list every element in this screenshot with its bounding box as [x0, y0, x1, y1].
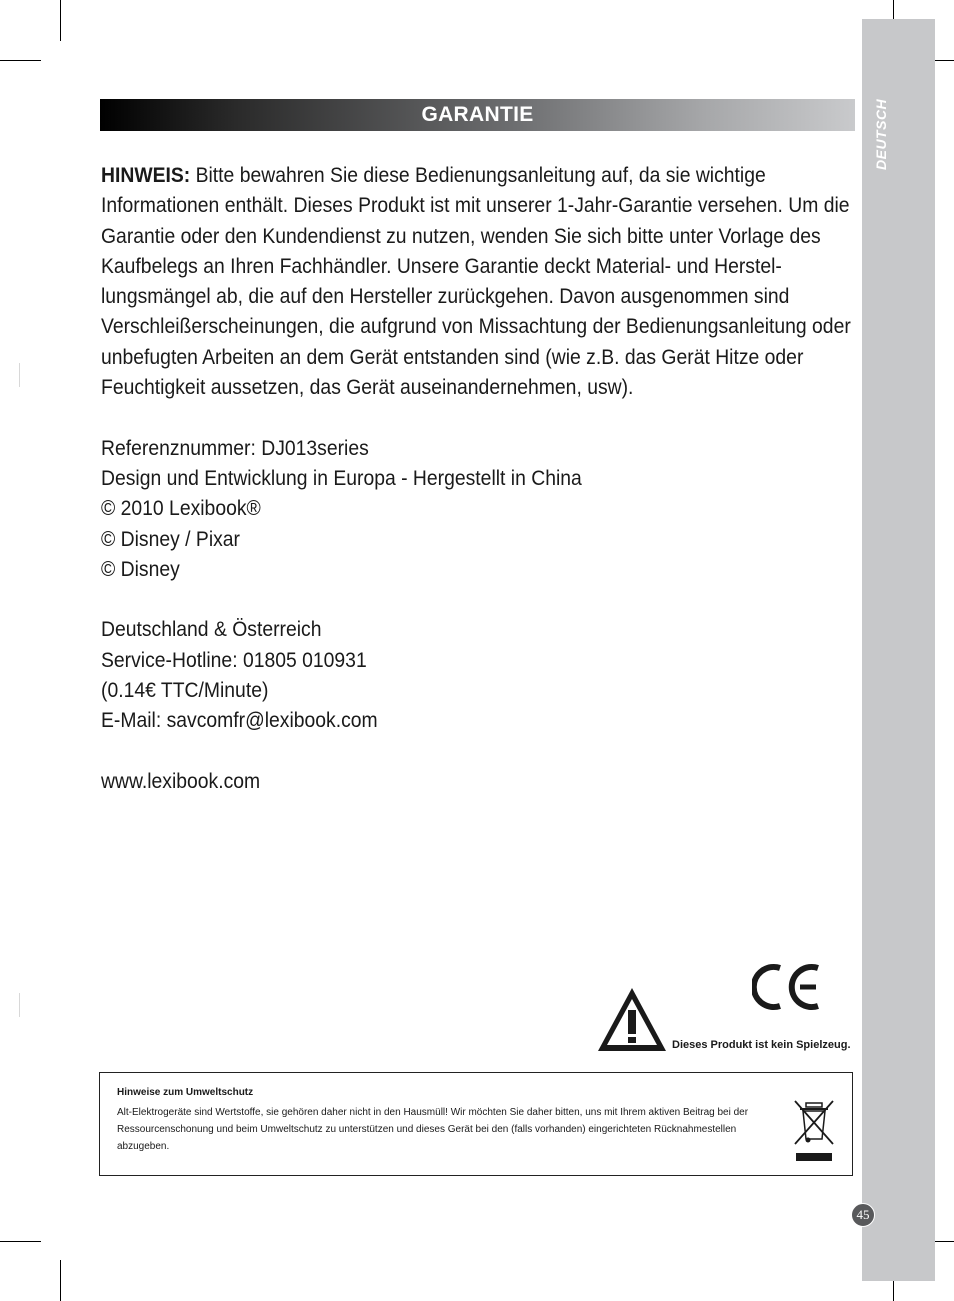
contact-region: Deutschland & Österreich: [101, 617, 322, 642]
section-title-bar: [100, 99, 855, 131]
crop-mark: [60, 1260, 61, 1301]
crop-mark: [0, 1241, 41, 1242]
section-title: GARANTIE: [421, 103, 534, 126]
copyright-disney: © Disney: [101, 556, 180, 581]
hotline-rate: (0.14€ TTC/Minute): [101, 678, 269, 703]
crossed-bin-icon: [792, 1097, 836, 1163]
language-sidebar: [862, 19, 935, 1281]
crop-mark: [0, 60, 41, 61]
environment-title: Hinweise zum Umweltschutz: [117, 1087, 254, 1098]
website-link[interactable]: www.lexibook.com: [101, 768, 261, 793]
copyright-disney-pixar: © Disney / Pixar: [101, 526, 240, 551]
notice-label: HINWEIS:: [101, 163, 191, 187]
contact-email: E-Mail: savcomfr@lexibook.com: [101, 708, 378, 733]
registration-mark: [19, 363, 20, 387]
crop-mark: [60, 0, 61, 41]
registration-mark: [19, 993, 20, 1017]
service-hotline: Service-Hotline: 01805 010931: [101, 647, 367, 672]
page-number: 45: [851, 1203, 875, 1227]
main-text: [101, 160, 857, 796]
warning-icon: [596, 985, 668, 1053]
environment-notice: [99, 1072, 853, 1176]
notice-paragraph: [101, 160, 857, 402]
ce-mark-icon: [752, 962, 824, 1012]
reference-number: Referenznummer: DJ013series: [101, 435, 369, 460]
copyright-lexibook: © 2010 Lexibook®: [101, 496, 261, 521]
notice-text: Bitte bewahren Sie diese Bedienungsanleitung auf, da sie wichtige Informationen enthält. Dieses Produkt ist mit unserer 1-Jahr-Garantie versehen. Um die Garantie oder den Kundendienst zu nutzen, wenden Sie sich bitte unter Vorlage des Kaufbelegs an Ihren Fachhändler. Unsere Garantie deckt Material- und Herstel-lungsmängel ab, die auf den Hersteller zurückgehen. Davon ausgenommen sind Verschleißerscheinungen, die aufgrund von Missachtung der Bedienungsanleitung oder unbefugten Arbeiten an dem Gerät entstanden sind (wie z.B. das Gerät Hitze oder Feuchtigkeit aussetzen, das Gerät auseinandernehmen, usw).: [101, 163, 851, 400]
language-label: DEUTSCH: [873, 98, 889, 170]
environment-text: Alt-Elektrogeräte sind Wertstoffe, sie gehören daher nicht in den Hausmüll! Wir möchten Sie daher bitten, uns mit Ihrem aktiven Beitrag bei der Ressourcenschonung und beim Umweltschutz zu unterstützen und dieses Gerät bei den (falls vorhanden) eingerichteten Rücknahmestellen abzugeben.: [117, 1107, 749, 1152]
origin-line: Design und Entwicklung in Europa - Hergestellt in China: [101, 465, 582, 490]
toy-warning: Dieses Produkt ist kein Spielzeug.: [672, 1039, 851, 1051]
